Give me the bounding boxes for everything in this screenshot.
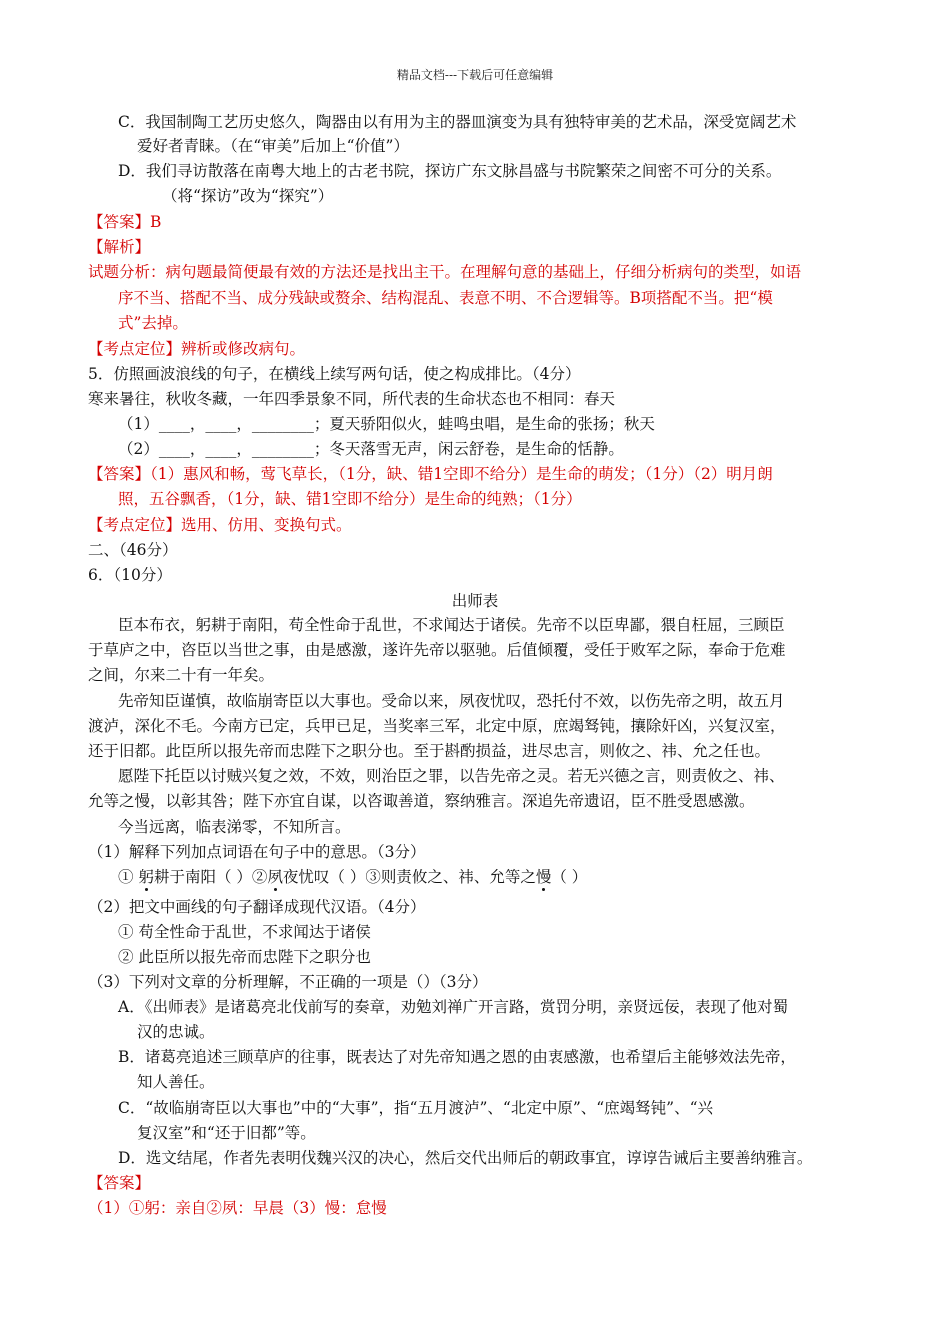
q6-option-a-line2: 汉的忠诚。 — [137, 1023, 215, 1041]
q6-option-a-line1: A．《出师表》是诸葛亮北伐前写的奏章，劝勉刘禅广开言路，赏罚分明，亲贤远佞，表现了他对蜀 — [118, 998, 788, 1016]
q6-answer-line1: （1）①躬：亲自②夙：早晨（3）慢：怠慢 — [88, 1199, 387, 1217]
q4-analysis-line2: 序不当、搭配不当、成分残缺或赘余、结构混乱、表意不明、不合逻辑等。B项搭配不当。把“模 — [118, 289, 773, 307]
q6-subq1: （1）解释下列加点词语在句子中的意思。（3分） — [88, 843, 426, 861]
passage-p3-line1: 愿陛下托臣以讨贼兴复之效，不效，则治臣之罪，以告先帝之灵。若无兴德之言，则责攸之、祎、 — [118, 767, 785, 785]
q4-analysis-label: 【解析】 — [88, 238, 151, 256]
q4-analysis-line3: 式”去掉。 — [118, 314, 188, 332]
subq1-text: ① — [118, 868, 139, 886]
q6-subq3: （3）下列对文章的分析理解，不正确的一项是（）（3分） — [88, 973, 488, 991]
q5-knowledge-point: 【考点定位】选用、仿用、变换句式。 — [88, 516, 352, 534]
q4-option-d-line2: （将“探访”改为“探究”） — [162, 187, 334, 205]
q6-option-c-line2: 复汉室”和“还于旧都”等。 — [137, 1124, 316, 1142]
dotted-word-3: 慢 — [535, 868, 552, 886]
q6-stem: 6．（10分） — [88, 566, 172, 584]
page-header: 精品文档---下载后可任意编辑 — [396, 68, 554, 82]
q4-knowledge-point: 【考点定位】辨析或修改病句。 — [88, 340, 306, 358]
dotted-word-1: 躬 — [138, 868, 154, 886]
q5-item-1: （1）____，____，________；夏天骄阳似火，蛙鸣虫唱，是生命的张扬；秋天 — [118, 415, 655, 433]
q4-option-c-line1: C．我国制陶工艺历史悠久，陶器由以有用为主的器皿演变为具有独特审美的艺术品，深受宽阔艺术 — [118, 113, 797, 131]
q6-subq2: （2）把文中画线的句子翻译成现代汉语。（4分） — [88, 898, 426, 916]
q4-option-d-line1: D．我们寻访散落在南粤大地上的古老书院，探访广东文脉昌盛与书院繁荣之间密不可分的关系。 — [118, 162, 782, 180]
passage-p1-line2: 于草庐之中，咨臣以当世之事，由是感激，遂许先帝以驱驰。后值倾覆，受任于败军之际，奉命于危难 — [88, 641, 786, 659]
passage-p1-line3: 之间，尔来二十有一年矣。 — [88, 666, 275, 684]
q6-option-c-line1: C．“故临崩寄臣以大事也”中的“大事”，指“五月渡泸”、“北定中原”、“庶竭驽钝”、“兴 — [118, 1099, 714, 1117]
passage-p2-line1: 先帝知臣谨慎，故临崩寄臣以大事也。受命以来，夙夜忧叹，恐托付不效，以伤先帝之明，故五月 — [118, 692, 785, 710]
q6-option-b-line1: B．诸葛亮追述三顾草庐的往事，既表达了对先帝知遇之恩的由衷感激，也希望后主能够效法先帝， — [118, 1048, 796, 1066]
passage-p1-line1: 臣本布衣，躬耕于南阳，苟全性命于乱世，不求闻达于诸侯。先帝不以臣卑鄙，猥自枉屈，三顾臣 — [118, 616, 785, 634]
passage-p4: 今当远离，临表涕零，不知所言。 — [118, 818, 351, 836]
dotted-word-2: 夙 — [267, 868, 283, 886]
section-2-heading: 二、（46分） — [88, 541, 178, 559]
q5-item-2: （2）____，____，________；冬天落雪无声，闲云舒卷，是生命的恬静。 — [118, 440, 624, 458]
q6-subq1-items — [118, 866, 587, 888]
q5-answer-line2: 照，五谷飘香，（1分，缺、错1空即不给分）是生命的纯熟；（1分） — [118, 490, 582, 508]
q5-answer-line1: 【答案】（1）惠风和畅，莺飞草长，（1分，缺、错1空即不给分）是生命的萌发；（1分）（2）明月朗 — [88, 465, 773, 483]
passage-title: 出师表 — [451, 592, 499, 610]
q5-text: 寒来暑往，秋收冬藏，一年四季景象不同，所代表的生命状态也不相同：春天 — [88, 390, 616, 408]
q4-answer: 【答案】B — [88, 213, 162, 231]
q4-option-c-line2: 爱好者青睐。（在“审美”后加上“价值”） — [137, 137, 409, 155]
q6-answer-label: 【答案】 — [88, 1174, 151, 1192]
subq1-text: 夜忧叹（ ）③则责攸之、祎、允等之 — [282, 868, 536, 886]
q6-option-b-line2: 知人善任。 — [137, 1073, 215, 1091]
q6-subq2-sentence2: ② 此臣所以报先帝而忠陛下之职分也 — [118, 948, 371, 966]
q4-analysis-line1: 试题分析：病句题最简便最有效的方法还是找出主干。在理解句意的基础上，仔细分析病句的类型，如语 — [88, 263, 802, 281]
q6-option-d: D．选文结尾，作者先表明伐魏兴汉的决心，然后交代出师后的朝政事宜，谆谆告诫后主要善纳雅言。 — [118, 1149, 813, 1167]
q6-subq2-sentence1: ① 苟全性命于乱世，不求闻达于诸侯 — [118, 923, 371, 941]
passage-p2-line2: 渡泸，深化不毛。今南方已定，兵甲已足，当奖率三军，北定中原，庶竭驽钝，攘除奸凶，兴复汉室， — [88, 717, 786, 735]
subq1-text: 耕于南阳（ ）② — [153, 868, 268, 886]
passage-p3-line2: 允等之慢，以彰其咎；陛下亦宜自谋，以咨诹善道，察纳雅言。深追先帝遗诏，臣不胜受恩感激。 — [88, 792, 755, 810]
subq1-text: （ ） — [551, 868, 588, 886]
passage-p2-line3: 还于旧都。此臣所以报先帝而忠陛下之职分也。至于斟酌损益，进尽忠言，则攸之、祎、允之任也。 — [88, 742, 771, 760]
q5-stem: 5．仿照画波浪线的句子，在横线上续写两句话，使之构成排比。（4分） — [88, 365, 581, 383]
